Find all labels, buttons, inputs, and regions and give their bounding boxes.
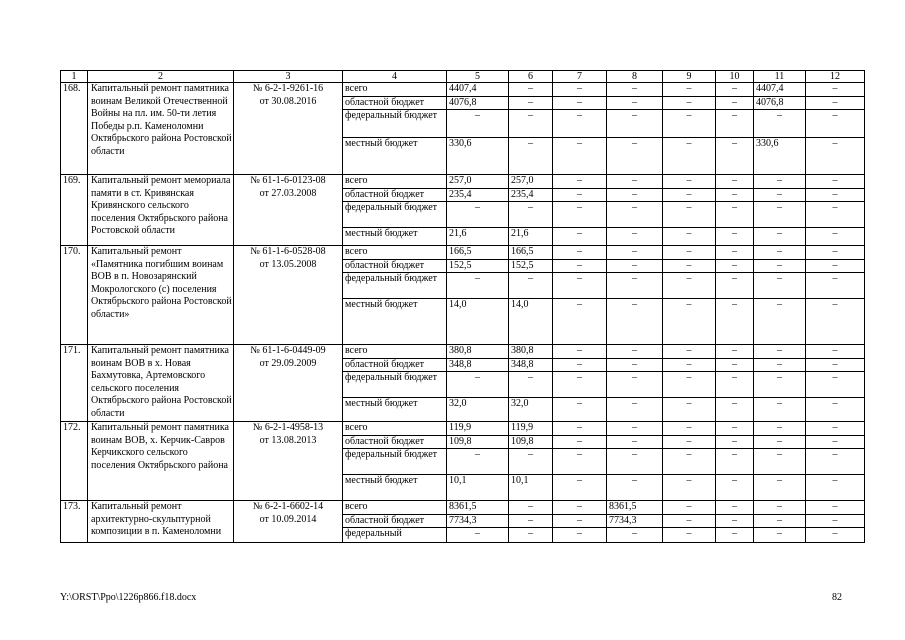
amount-cell: – xyxy=(607,398,663,422)
amount-cell: – xyxy=(663,175,716,189)
amount-cell: 330,6 xyxy=(754,138,806,175)
amount-cell: – xyxy=(754,259,806,273)
column-header: 5 xyxy=(447,71,509,83)
amount-cell: – xyxy=(607,273,663,299)
amount-cell: 330,6 xyxy=(447,138,509,175)
document-reference-line: от 30.08.2016 xyxy=(259,95,317,107)
funding-source-label: всего xyxy=(343,175,447,189)
funding-source-label: федеральный бюджет xyxy=(343,273,447,299)
amount-cell: 235,4 xyxy=(447,188,509,202)
amount-cell: – xyxy=(447,372,509,398)
document-reference xyxy=(234,345,343,422)
amount-cell: 257,0 xyxy=(509,175,553,189)
amount-cell: – xyxy=(806,188,865,202)
amount-cell: – xyxy=(553,501,607,515)
table-row xyxy=(61,83,865,97)
amount-cell: – xyxy=(716,528,754,543)
amount-cell: – xyxy=(553,345,607,359)
amount-cell: – xyxy=(607,228,663,246)
amount-cell: – xyxy=(754,345,806,359)
amount-cell: 10,1 xyxy=(447,475,509,501)
amount-cell: – xyxy=(447,273,509,299)
amount-cell: – xyxy=(509,528,553,543)
object-name: Капитальный ремонт мемориала памяти в ст. Кривянская Кривянского сельского поселения Октябрьского района Ростовской области xyxy=(88,175,234,246)
amount-cell: – xyxy=(663,398,716,422)
amount-cell: – xyxy=(716,435,754,449)
amount-cell: 32,0 xyxy=(509,398,553,422)
amount-cell: – xyxy=(806,246,865,260)
amount-cell: – xyxy=(663,228,716,246)
amount-cell: – xyxy=(607,188,663,202)
amount-cell: 109,8 xyxy=(447,435,509,449)
amount-cell: – xyxy=(754,422,806,436)
amount-cell: – xyxy=(607,175,663,189)
amount-cell: – xyxy=(716,449,754,475)
amount-cell: – xyxy=(754,188,806,202)
amount-cell: – xyxy=(716,246,754,260)
amount-cell: – xyxy=(447,449,509,475)
amount-cell: – xyxy=(553,398,607,422)
amount-cell: – xyxy=(716,96,754,110)
amount-cell: – xyxy=(447,202,509,228)
amount-cell: 152,5 xyxy=(509,259,553,273)
amount-cell: – xyxy=(509,96,553,110)
amount-cell: – xyxy=(607,202,663,228)
amount-cell: – xyxy=(663,501,716,515)
funding-source-label: федеральный бюджет xyxy=(343,202,447,228)
funding-source-label: областной бюджет xyxy=(343,358,447,372)
amount-cell: 7734,3 xyxy=(447,514,509,528)
amount-cell: – xyxy=(509,83,553,97)
table-row xyxy=(61,246,865,260)
amount-cell: – xyxy=(716,299,754,345)
amount-cell: 10,1 xyxy=(509,475,553,501)
document-reference-line: № 6-2-1-6602-14 xyxy=(252,501,324,512)
footer-file-path: Y:\ORST\Ppo\1226p866.f18.docx xyxy=(60,592,197,603)
row-number: 168. xyxy=(61,83,88,175)
amount-cell: 4076,8 xyxy=(447,96,509,110)
amount-cell: – xyxy=(553,246,607,260)
amount-cell: – xyxy=(509,514,553,528)
amount-cell: 32,0 xyxy=(447,398,509,422)
funding-source-label: местный бюджет xyxy=(343,299,447,345)
amount-cell: – xyxy=(806,175,865,189)
funding-source-label: областной бюджет xyxy=(343,188,447,202)
amount-cell: – xyxy=(716,501,754,515)
amount-cell: – xyxy=(663,475,716,501)
amount-cell: – xyxy=(754,449,806,475)
funding-source-label: областной бюджет xyxy=(343,514,447,528)
funding-source-label: всего xyxy=(343,246,447,260)
amount-cell: – xyxy=(553,96,607,110)
amount-cell: – xyxy=(553,138,607,175)
column-header: 12 xyxy=(806,71,865,83)
document-reference-line: № 6-2-1-9261-16 xyxy=(252,83,324,94)
row-number: 170. xyxy=(61,246,88,345)
table-row xyxy=(61,422,865,436)
document-reference-line: № 61-1-6-0449-09 xyxy=(250,345,326,356)
amount-cell: – xyxy=(806,110,865,138)
amount-cell: – xyxy=(806,475,865,501)
amount-cell: – xyxy=(553,299,607,345)
amount-cell: – xyxy=(663,299,716,345)
amount-cell: – xyxy=(806,358,865,372)
amount-cell: – xyxy=(509,372,553,398)
amount-cell: – xyxy=(754,202,806,228)
document-reference-line: от 13.08.2013 xyxy=(259,434,317,446)
amount-cell: – xyxy=(607,449,663,475)
document-reference-line: № 61-1-6-0123-08 xyxy=(250,175,326,186)
column-header: 4 xyxy=(343,71,447,83)
amount-cell: – xyxy=(716,372,754,398)
amount-cell: – xyxy=(663,528,716,543)
amount-cell: – xyxy=(553,273,607,299)
row-number: 171. xyxy=(61,345,88,422)
amount-cell: – xyxy=(553,475,607,501)
amount-cell: – xyxy=(607,345,663,359)
amount-cell: 380,8 xyxy=(509,345,553,359)
amount-cell: – xyxy=(806,501,865,515)
amount-cell: 166,5 xyxy=(447,246,509,260)
amount-cell: – xyxy=(509,138,553,175)
amount-cell: – xyxy=(754,110,806,138)
amount-cell: – xyxy=(553,358,607,372)
amount-cell: – xyxy=(716,188,754,202)
amount-cell: – xyxy=(553,372,607,398)
amount-cell: – xyxy=(553,435,607,449)
amount-cell: – xyxy=(716,110,754,138)
amount-cell: – xyxy=(607,83,663,97)
amount-cell: – xyxy=(806,138,865,175)
table-row xyxy=(61,501,865,515)
amount-cell: 4407,4 xyxy=(754,83,806,97)
amount-cell: – xyxy=(553,259,607,273)
amount-cell: – xyxy=(553,202,607,228)
amount-cell: – xyxy=(509,110,553,138)
document-reference-line: от 10.09.2014 xyxy=(259,513,317,525)
amount-cell: – xyxy=(663,422,716,436)
amount-cell: – xyxy=(447,528,509,543)
amount-cell: – xyxy=(553,514,607,528)
amount-cell: – xyxy=(806,345,865,359)
amount-cell: 21,6 xyxy=(447,228,509,246)
amount-cell: – xyxy=(716,345,754,359)
amount-cell: – xyxy=(607,372,663,398)
amount-cell: – xyxy=(607,246,663,260)
amount-cell: – xyxy=(716,138,754,175)
amount-cell: 257,0 xyxy=(447,175,509,189)
column-header: 7 xyxy=(553,71,607,83)
amount-cell: – xyxy=(754,358,806,372)
amount-cell: – xyxy=(754,528,806,543)
funding-source-label: федеральный бюджет xyxy=(343,372,447,398)
amount-cell: – xyxy=(607,299,663,345)
amount-cell: 109,8 xyxy=(509,435,553,449)
amount-cell: – xyxy=(663,138,716,175)
column-header-row xyxy=(61,71,865,83)
amount-cell: – xyxy=(754,372,806,398)
amount-cell: – xyxy=(553,110,607,138)
document-reference-line: от 27.03.2008 xyxy=(259,187,317,199)
amount-cell: 14,0 xyxy=(509,299,553,345)
object-name: Капитальный ремонт «Памятника погибшим воинам ВОВ в п. Новозарянский Мокрологского (с) поселения Октябрьского района Ростовской области» xyxy=(88,246,234,345)
funding-source-label: местный бюджет xyxy=(343,475,447,501)
document-reference-line: № 61-1-6-0528-08 xyxy=(250,246,326,257)
row-number: 173. xyxy=(61,501,88,543)
document-reference xyxy=(234,501,343,543)
amount-cell: – xyxy=(716,259,754,273)
amount-cell: 166,5 xyxy=(509,246,553,260)
column-header: 1 xyxy=(61,71,88,83)
amount-cell: – xyxy=(716,514,754,528)
amount-cell: – xyxy=(607,528,663,543)
amount-cell: – xyxy=(716,83,754,97)
row-number: 169. xyxy=(61,175,88,246)
funding-source-label: федеральный xyxy=(343,528,447,543)
amount-cell: – xyxy=(509,202,553,228)
amount-cell: – xyxy=(806,449,865,475)
document-reference-line: от 13.05.2008 xyxy=(259,258,317,270)
amount-cell: – xyxy=(553,528,607,543)
column-header: 10 xyxy=(716,71,754,83)
amount-cell: 348,8 xyxy=(447,358,509,372)
amount-cell: – xyxy=(716,475,754,501)
amount-cell: – xyxy=(716,202,754,228)
amount-cell: – xyxy=(754,435,806,449)
amount-cell: – xyxy=(553,188,607,202)
amount-cell: – xyxy=(806,528,865,543)
amount-cell: – xyxy=(754,246,806,260)
amount-cell: – xyxy=(806,202,865,228)
amount-cell: – xyxy=(806,398,865,422)
amount-cell: – xyxy=(607,475,663,501)
amount-cell: 21,6 xyxy=(509,228,553,246)
amount-cell: – xyxy=(806,228,865,246)
amount-cell: – xyxy=(553,228,607,246)
document-reference-line: № 6-2-1-4958-13 xyxy=(252,422,324,433)
table-row xyxy=(61,175,865,189)
funding-source-label: областной бюджет xyxy=(343,96,447,110)
row-number: 172. xyxy=(61,422,88,501)
amount-cell: – xyxy=(716,422,754,436)
amount-cell: 152,5 xyxy=(447,259,509,273)
amount-cell: – xyxy=(509,501,553,515)
amount-cell: – xyxy=(754,501,806,515)
amount-cell: – xyxy=(663,83,716,97)
amount-cell: 8361,5 xyxy=(447,501,509,515)
funding-source-label: всего xyxy=(343,501,447,515)
amount-cell: – xyxy=(553,422,607,436)
amount-cell: – xyxy=(806,372,865,398)
amount-cell: – xyxy=(663,358,716,372)
amount-cell: – xyxy=(806,514,865,528)
amount-cell: – xyxy=(663,259,716,273)
column-header: 9 xyxy=(663,71,716,83)
amount-cell: – xyxy=(553,449,607,475)
funding-source-label: федеральный бюджет xyxy=(343,110,447,138)
amount-cell: – xyxy=(607,422,663,436)
funding-source-label: всего xyxy=(343,345,447,359)
amount-cell: – xyxy=(754,228,806,246)
amount-cell: – xyxy=(663,273,716,299)
object-name: Капитальный ремонт архитектурно-скульптурной композиции в п. Каменоломни xyxy=(88,501,234,543)
amount-cell: – xyxy=(663,345,716,359)
amount-cell: – xyxy=(663,188,716,202)
amount-cell: 4076,8 xyxy=(754,96,806,110)
amount-cell: – xyxy=(716,398,754,422)
amount-cell: – xyxy=(663,246,716,260)
amount-cell: – xyxy=(607,358,663,372)
amount-cell: 119,9 xyxy=(447,422,509,436)
amount-cell: 8361,5 xyxy=(607,501,663,515)
object-name: Капитальный ремонт памятника воинам ВОВ, х. Керчик-Савров Керчикского сельского поселения Октябрьского района xyxy=(88,422,234,501)
amount-cell: – xyxy=(663,96,716,110)
column-header: 2 xyxy=(88,71,234,83)
amount-cell: – xyxy=(716,228,754,246)
funding-source-label: всего xyxy=(343,83,447,97)
funding-source-label: местный бюджет xyxy=(343,398,447,422)
funding-source-label: федеральный бюджет xyxy=(343,449,447,475)
column-header: 6 xyxy=(509,71,553,83)
amount-cell: – xyxy=(754,273,806,299)
amount-cell: – xyxy=(509,449,553,475)
amount-cell: – xyxy=(553,175,607,189)
amount-cell: – xyxy=(806,96,865,110)
amount-cell: – xyxy=(607,110,663,138)
amount-cell: – xyxy=(754,475,806,501)
funding-source-label: областной бюджет xyxy=(343,259,447,273)
amount-cell: – xyxy=(754,398,806,422)
document-reference xyxy=(234,422,343,501)
amount-cell: – xyxy=(806,273,865,299)
amount-cell: – xyxy=(754,514,806,528)
amount-cell: – xyxy=(663,110,716,138)
amount-cell: 119,9 xyxy=(509,422,553,436)
funding-source-label: всего xyxy=(343,422,447,436)
amount-cell: – xyxy=(754,175,806,189)
column-header: 8 xyxy=(607,71,663,83)
amount-cell: – xyxy=(663,372,716,398)
document-reference xyxy=(234,83,343,175)
amount-cell: – xyxy=(806,259,865,273)
amount-cell: – xyxy=(716,358,754,372)
amount-cell: – xyxy=(663,202,716,228)
column-header: 3 xyxy=(234,71,343,83)
table-row xyxy=(61,345,865,359)
amount-cell: 348,8 xyxy=(509,358,553,372)
amount-cell: – xyxy=(607,96,663,110)
object-name: Капитальный ремонт памятника воинам Великой Отечественной Войны на пл. им. 50-ти летия Победы р.п. Каменоломни Октябрьского района Ростовской области xyxy=(88,83,234,175)
document-reference-line: от 29.09.2009 xyxy=(259,357,317,369)
amount-cell: – xyxy=(663,514,716,528)
amount-cell: 380,8 xyxy=(447,345,509,359)
column-header: 11 xyxy=(754,71,806,83)
funding-source-label: местный бюджет xyxy=(343,228,447,246)
amount-cell: – xyxy=(806,299,865,345)
object-name: Капитальный ремонт памятника воинам ВОВ в х. Новая Бахмутовка, Артемовского сельского поселения Октябрьского района Ростовской области xyxy=(88,345,234,422)
amount-cell: 235,4 xyxy=(509,188,553,202)
funding-source-label: местный бюджет xyxy=(343,138,447,175)
amount-cell: – xyxy=(447,110,509,138)
amount-cell: – xyxy=(716,175,754,189)
amount-cell: 4407,4 xyxy=(447,83,509,97)
amount-cell: – xyxy=(663,449,716,475)
amount-cell: – xyxy=(806,83,865,97)
amount-cell: – xyxy=(716,273,754,299)
amount-cell: – xyxy=(509,273,553,299)
amount-cell: – xyxy=(607,435,663,449)
amount-cell: – xyxy=(663,435,716,449)
amount-cell: – xyxy=(607,138,663,175)
amount-cell: 7734,3 xyxy=(607,514,663,528)
amount-cell: – xyxy=(754,299,806,345)
funding-source-label: областной бюджет xyxy=(343,435,447,449)
document-reference xyxy=(234,246,343,345)
amount-cell: – xyxy=(806,422,865,436)
budget-table xyxy=(60,70,865,543)
footer-page-number: 82 xyxy=(832,592,842,603)
document-reference xyxy=(234,175,343,246)
amount-cell: – xyxy=(806,435,865,449)
amount-cell: 14,0 xyxy=(447,299,509,345)
amount-cell: – xyxy=(607,259,663,273)
amount-cell: – xyxy=(553,83,607,97)
